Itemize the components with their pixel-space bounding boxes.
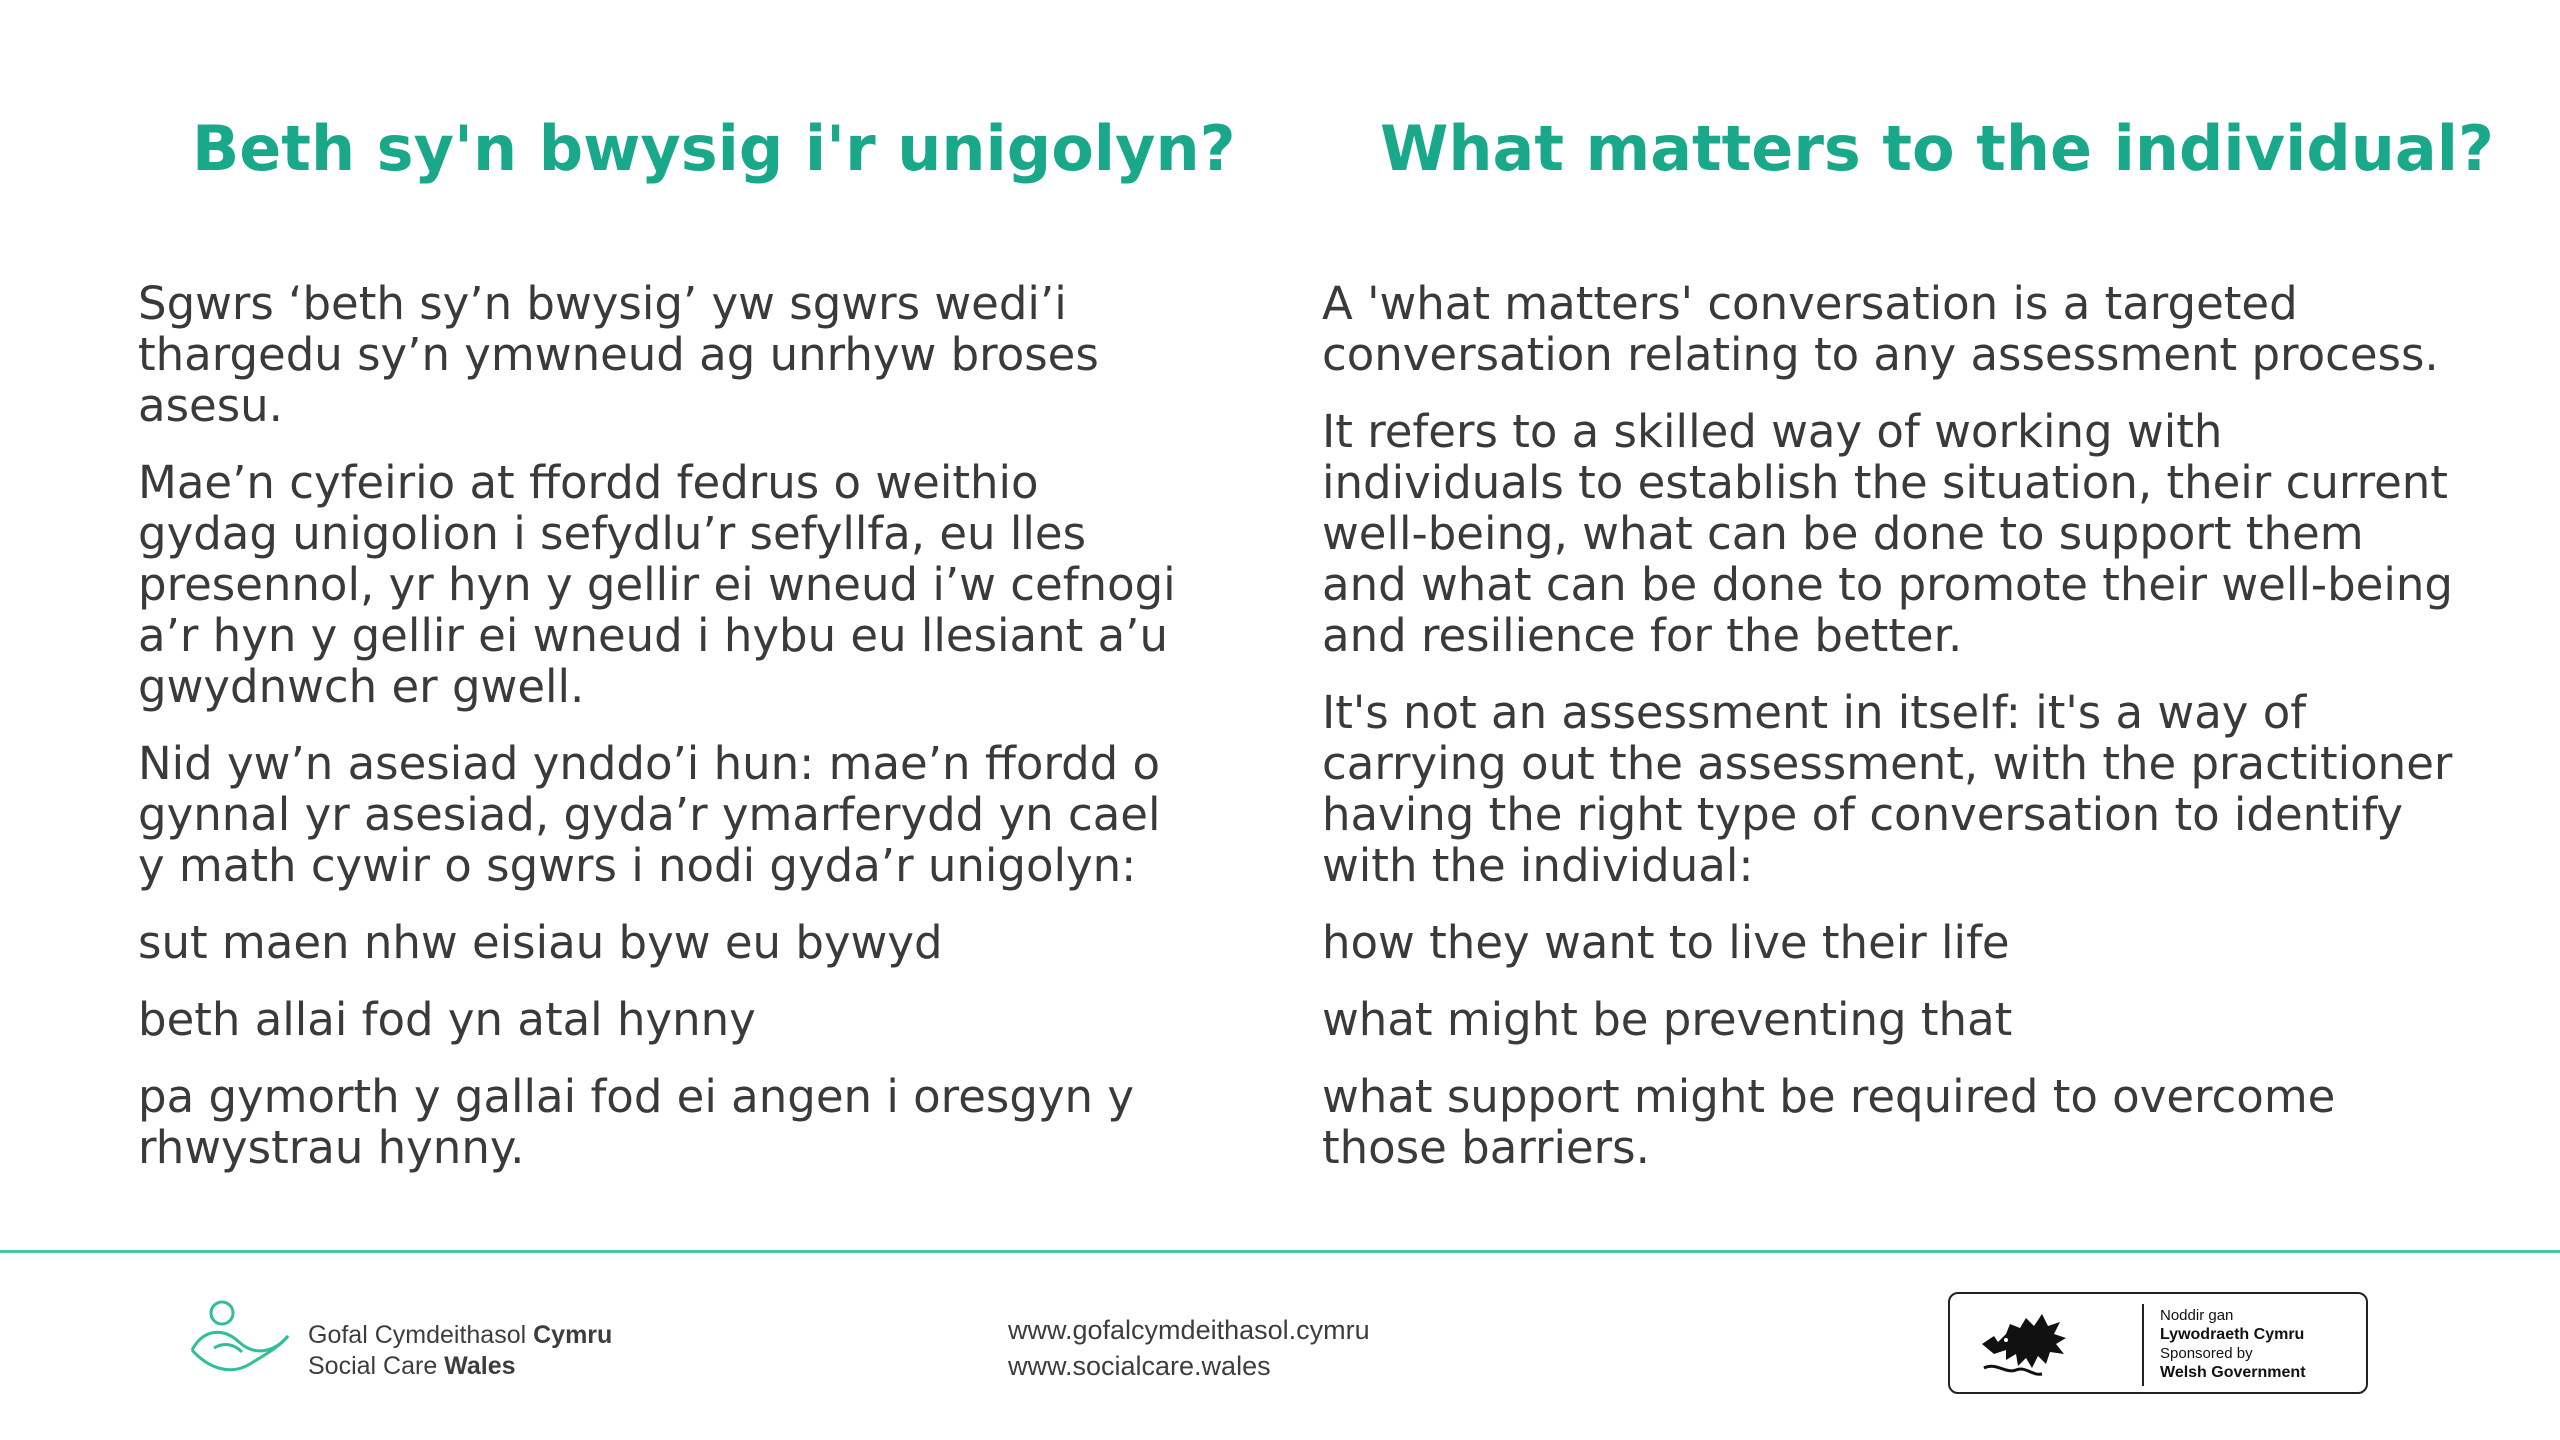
sponsor-english-org: Welsh Government <box>2160 1364 2306 1381</box>
org-name-english: Social Care Wales <box>308 1352 516 1380</box>
english-list-item: what might be preventing that <box>1322 993 2013 1046</box>
welsh-list-item: beth allai fod yn atal hynny <box>138 993 756 1046</box>
sponsor-welsh-org: Lywodraeth Cymru <box>2160 1326 2305 1343</box>
welsh-title: Beth sy'n bwysig i'r unigolyn? <box>192 112 1236 185</box>
sponsor-welsh-label: Noddir gan <box>2160 1307 2234 1324</box>
welsh-list-item: sut maen nhw eisiau byw eu bywyd <box>138 916 943 969</box>
welsh-dragon-icon <box>1976 1304 2076 1386</box>
welsh-paragraph: Nid yw’n asesiad ynddo’i hun: mae’n ffordd o gynnal yr asesiad, gyda’r ymarferydd yn cael y math cywir o sgwrs i nodi gyda’r unigolyn: <box>138 737 1161 892</box>
social-care-wales-logo-icon <box>184 1298 294 1380</box>
welsh-paragraph: Sgwrs ‘beth sy’n bwysig’ yw sgwrs wedi’i thargedu sy’n ymwneud ag unrhyw broses asesu. <box>138 277 1099 432</box>
sponsor-english-label: Sponsored by <box>2160 1345 2253 1362</box>
badge-separator <box>2142 1304 2144 1386</box>
footer-divider <box>0 1250 2560 1253</box>
sponsor-text <box>2160 1306 2306 1382</box>
english-title: What matters to the individual? <box>1380 112 2494 185</box>
english-list-item: what support might be required to overcome those barriers. <box>1322 1070 2336 1174</box>
url-welsh-link[interactable]: www.gofalcymdeithasol.cymru <box>1008 1315 1370 1345</box>
url-english-link[interactable]: www.socialcare.wales <box>1008 1351 1271 1381</box>
org-name <box>308 1320 612 1382</box>
english-paragraph: A 'what matters' conversation is a targeted conversation relating to any assessment process. <box>1322 277 2439 381</box>
english-body <box>1322 278 2462 1199</box>
english-paragraph: It refers to a skilled way of working with individuals to establish the situation, their current well-being, what can be done to support them and what can be done to promote their well-being and resilience for the better. <box>1322 405 2453 662</box>
welsh-list-item: pa gymorth y gallai fod ei angen i oresgyn y rhwystrau hynny. <box>138 1070 1134 1174</box>
welsh-government-badge <box>1948 1292 2368 1394</box>
welsh-body <box>138 278 1178 1199</box>
footer-urls <box>1008 1312 1370 1384</box>
english-list-item: how they want to live their life <box>1322 916 2010 969</box>
english-paragraph: It's not an assessment in itself: it's a way of carrying out the assessment, with the practitioner having the right type of conversation to identify with the individual: <box>1322 686 2453 892</box>
org-name-welsh: Gofal Cymdeithasol Cymru <box>308 1321 613 1349</box>
welsh-paragraph: Mae’n cyfeirio at ffordd fedrus o weithio gydag unigolion i sefydlu’r sefyllfa, eu lles presennol, yr hyn y gellir ei wneud i’w cefnogi a’r hyn y gellir ei wneud i hybu eu llesiant a’u gwydnwch er gwell. <box>138 456 1176 713</box>
